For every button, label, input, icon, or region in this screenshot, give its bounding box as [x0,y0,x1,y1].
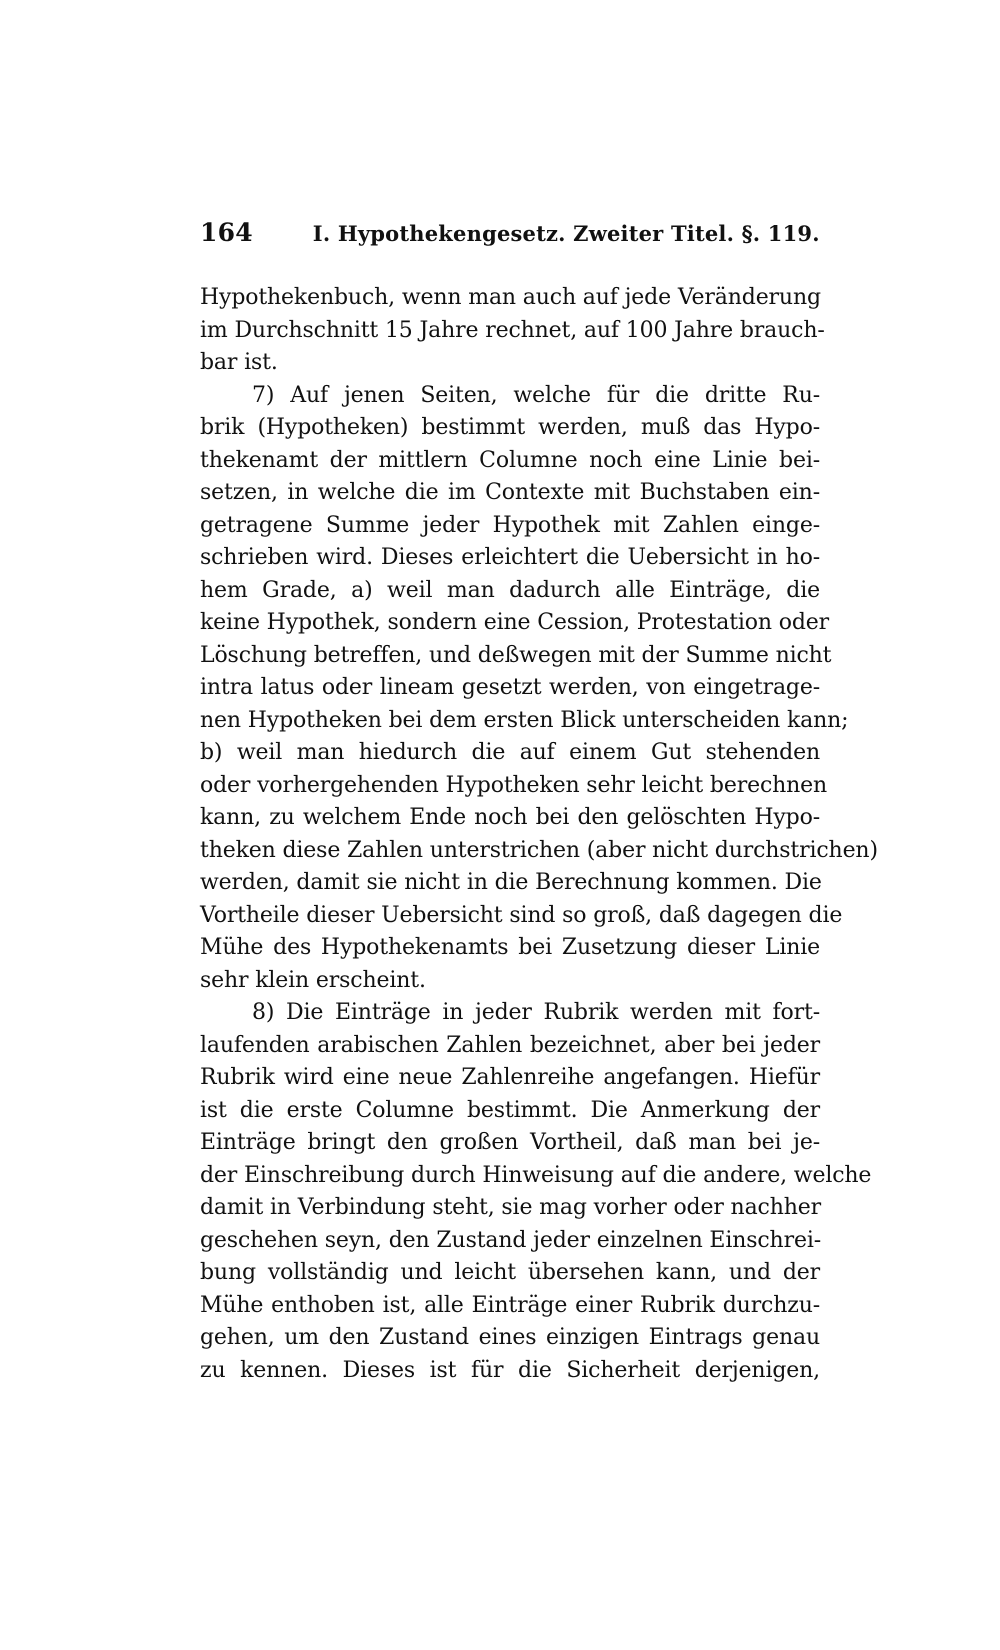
text-line: bar ist. [200,350,278,375]
paragraph-8-first-line: 8) Die Einträge in jeder Rubrik werden mit fort- [252,1000,820,1025]
text-line: werden, damit sie nicht in die Berechnung kommen. Die [200,870,822,895]
text-line: geschehen seyn, den Zustand jeder einzelnen Einschrei- [200,1227,821,1253]
text-line: bung vollständig und leicht übersehen kann, und der [200,1260,820,1285]
text-line: theken diese Zahlen unterstrichen (aber nicht durchstrichen) [200,837,878,863]
text-line: setzen, in welche die im Contexte mit Buchstaben ein- [200,480,820,505]
text-line: Rubrik wird eine neue Zahlenreihe angefangen. Hiefür [200,1065,820,1090]
text-line: laufenden arabischen Zahlen bezeichnet, aber bei jeder [200,1032,820,1058]
running-head [200,218,820,252]
text-line: Hypothekenbuch, wenn man auch auf jede Veränderung [200,285,821,310]
chapter-title: I. Hypothekengesetz. Zweiter Titel. §. 119. [312,221,820,246]
page-body-text [200,282,878,1387]
text-line: keine Hypothek, sondern eine Cession, Protestation oder [200,610,830,635]
text-line: brik (Hypotheken) bestimmt werden, muß das Hypo- [200,415,820,440]
paragraph-7-first-line: 7) Auf jenen Seiten, welche für die dritte Ru- [252,382,820,408]
text-line: kann, zu welchem Ende noch bei den gelöschten Hypo- [200,805,820,830]
text-line: der Einschreibung durch Hinweisung auf die andere, welche [200,1162,872,1188]
text-line: thekenamt der mittlern Columne noch eine Linie bei- [200,447,820,473]
text-line: b) weil man hiedurch die auf einem Gut stehenden [200,740,820,765]
text-line: schrieben wird. Dieses erleichtert die Uebersicht in ho- [200,545,820,570]
text-line: damit in Verbindung steht, sie mag vorher oder nachher [200,1195,821,1220]
text-line: gehen, um den Zustand eines einzigen Eintrags genau [200,1325,820,1350]
text-line: Mühe des Hypothekenamts bei Zusetzung dieser Linie [200,935,820,960]
text-line: nen Hypotheken bei dem ersten Blick unterscheiden kann; [200,707,849,733]
text-line: getragene Summe jeder Hypothek mit Zahlen einge- [200,512,820,538]
text-line: Einträge bringt den großen Vortheil, daß man bei je- [200,1130,820,1155]
text-line: intra latus oder lineam gesetzt werden, von eingetrage- [200,675,820,700]
text-line: oder vorhergehenden Hypotheken sehr leicht berechnen [200,772,828,798]
page-number: 164 [200,218,253,247]
text-line: zu kennen. Dieses ist für die Sicherheit derjenigen, [200,1357,820,1383]
text-line: Mühe enthoben ist, alle Einträge einer Rubrik durchzu- [200,1292,820,1318]
text-line: Vortheile dieser Uebersicht sind so groß, daß dagegen die [200,902,843,928]
text-line: sehr klein erscheint. [200,967,426,993]
text-line: im Durchschnitt 15 Jahre rechnet, auf 100 Jahre brauch- [200,317,825,343]
text-line: hem Grade, a) weil man dadurch alle Einträge, die [200,577,820,603]
text-line: ist die erste Columne bestimmt. Die Anmerkung der [200,1097,820,1123]
text-line: Löschung betreffen, und deßwegen mit der Summe nicht [200,642,832,668]
